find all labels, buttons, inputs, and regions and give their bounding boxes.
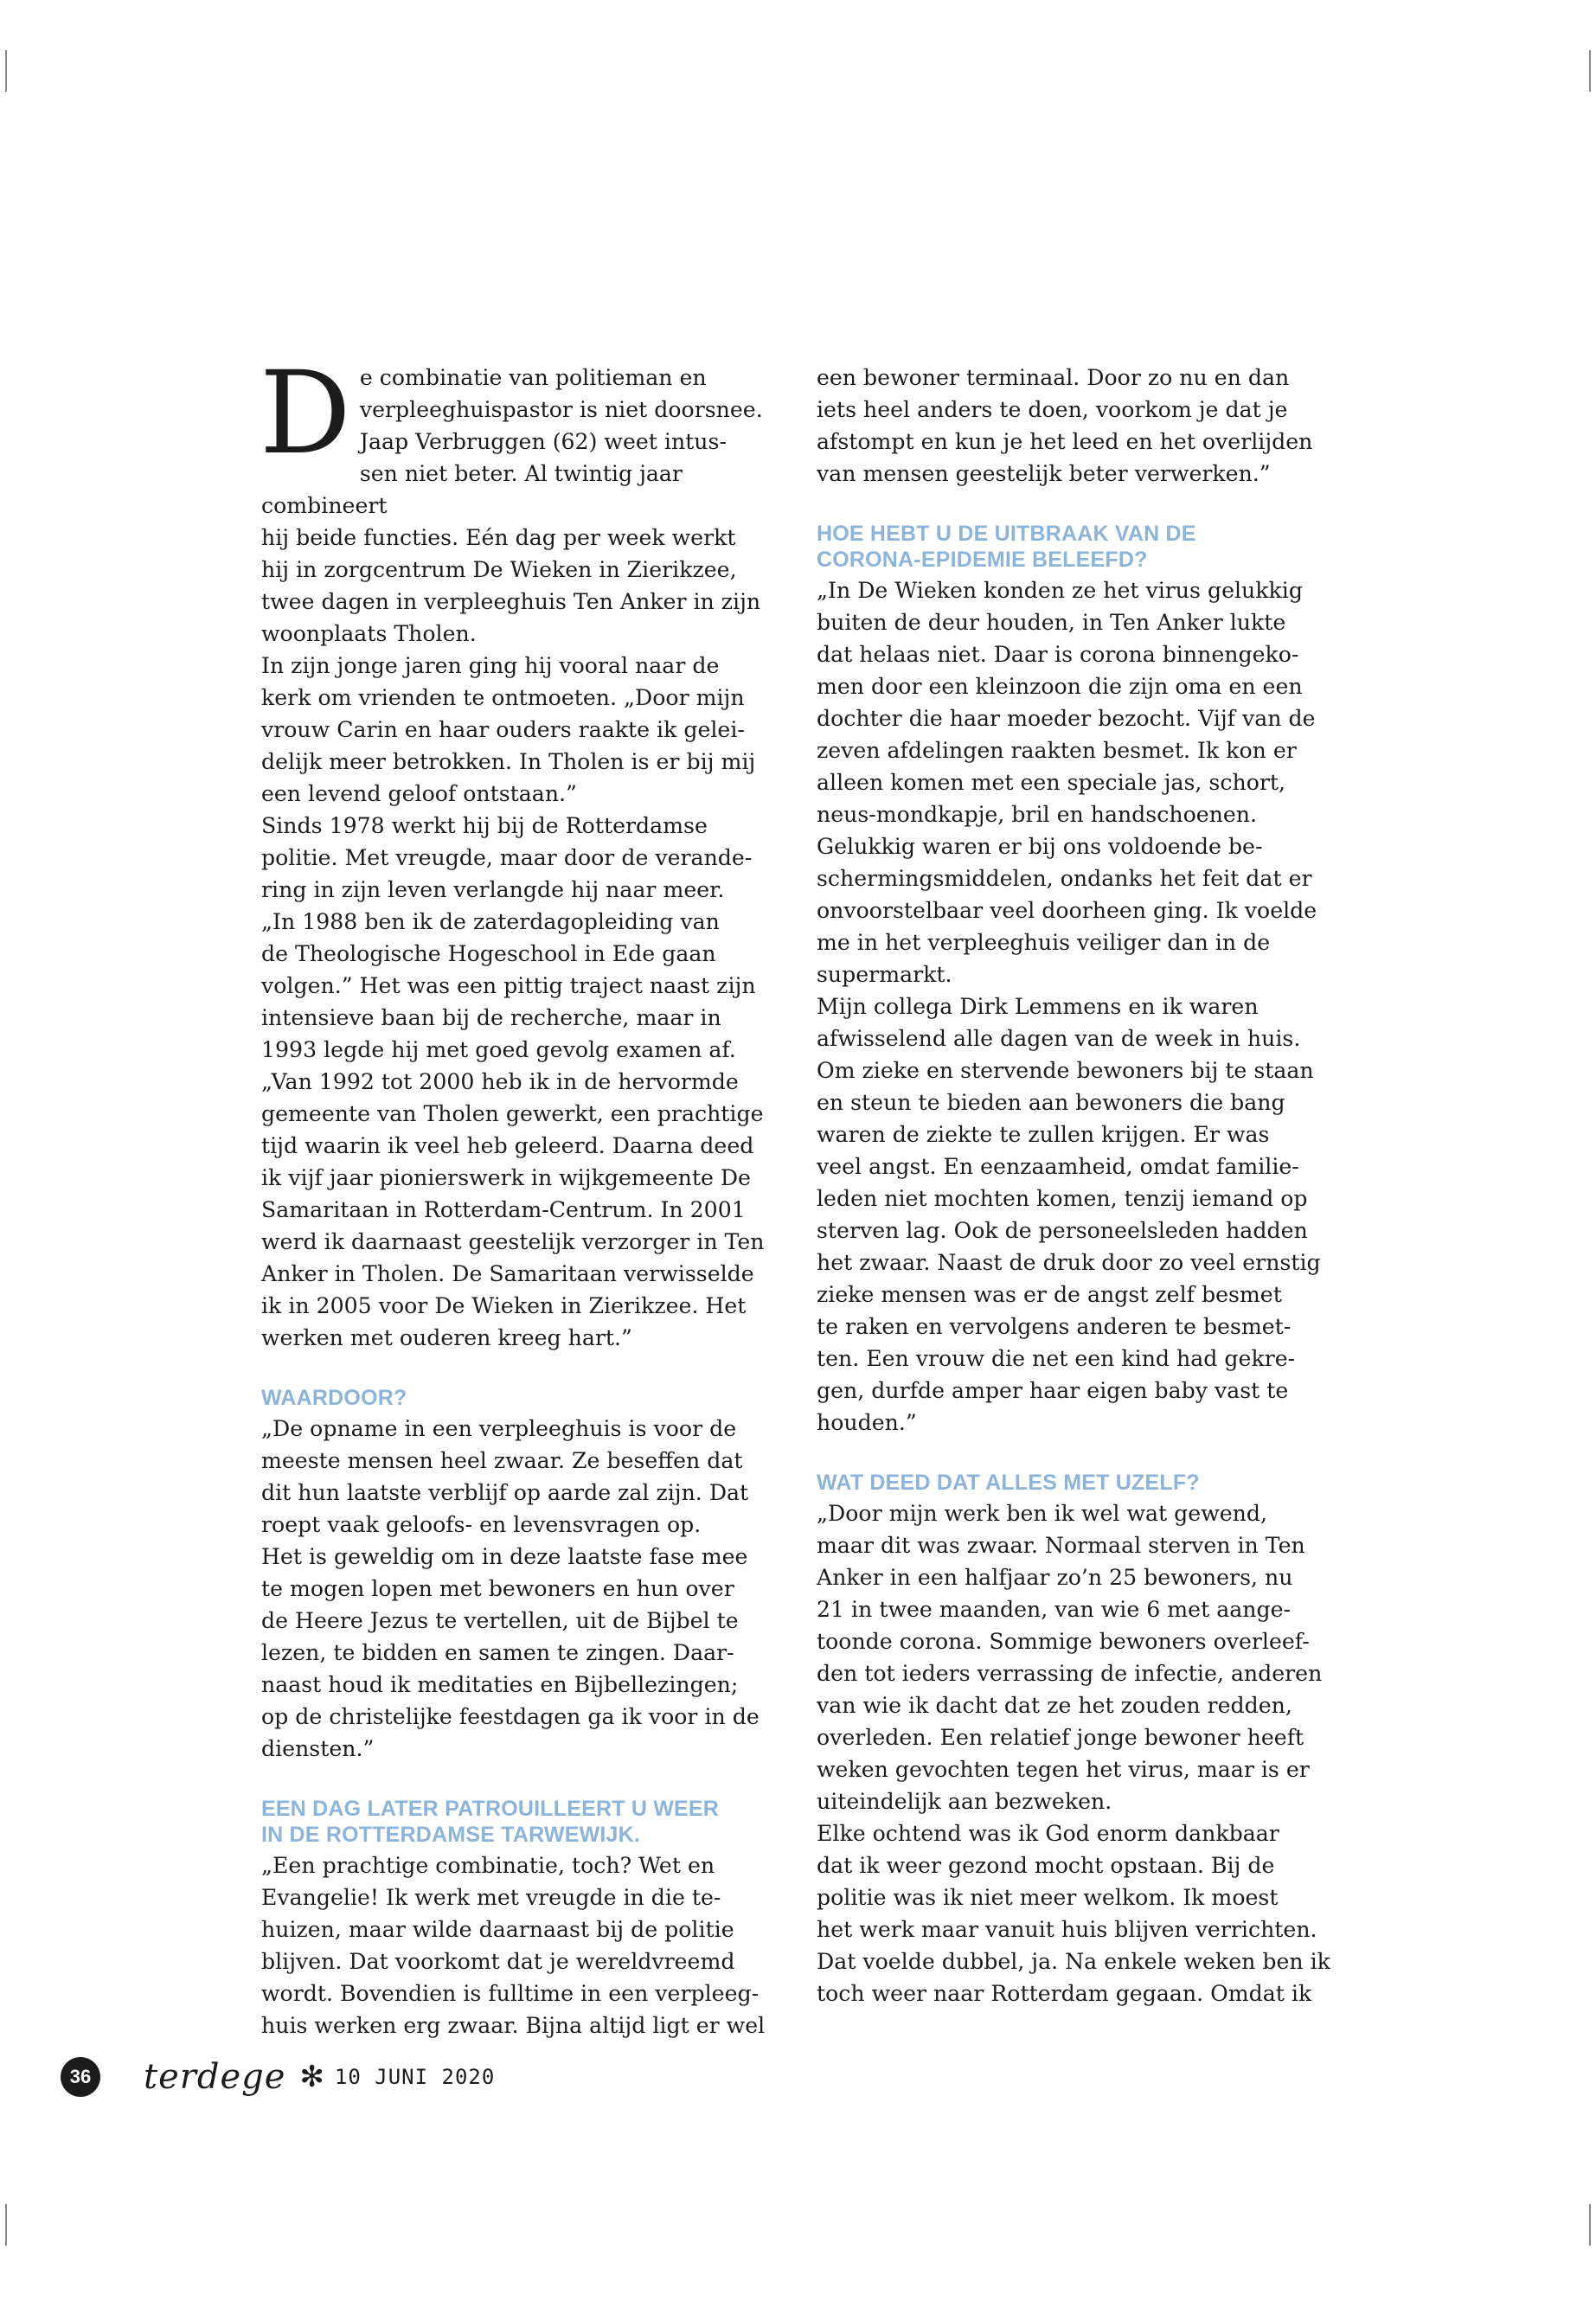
text-line: politie. Met vreugde, maar door de verande- [261,845,753,870]
text-line: weken gevochten tegen het virus, maar is er [817,1757,1310,1782]
text-line: „De opname in een verpleeghuis is voor de [261,1416,737,1441]
text-line: vrouw Carin en haar ouders raakte ik gelei- [261,717,745,742]
question-heading: WAT DEED DAT ALLES MET UZELF? [817,1471,1200,1495]
text-line: dochter die haar moeder bezocht. Vijf van de [817,706,1316,731]
text-line: „In De Wieken konden ze het virus gelukkig [817,578,1303,603]
question-heading: CORONA-EPIDEMIE BELEEFD? [817,548,1148,572]
text-line: maar dit was zwaar. Normaal sterven in Ten [817,1533,1305,1558]
text-line: Samaritaan in Rotterdam-Centrum. In 2001 [261,1197,746,1222]
text-line: iets heel anders te doen, voorkom je dat je [817,397,1288,422]
asterisk-icon: ✻ [299,2060,324,2094]
text-line: buiten de deur houden, in Ten Anker lukte [817,610,1286,635]
text-line: me in het verpleeghuis veiliger dan in de [817,930,1271,955]
text-line: sterven lag. Ook de personeelsleden hadden [817,1218,1308,1243]
text-line: politie was ik niet meer welkom. Ik moest [817,1885,1279,1910]
text-line: en steun te bieden aan bewoners die bang [817,1090,1285,1115]
text-line: het zwaar. Naast de druk door zo veel ernstig [817,1250,1321,1275]
text-line: werd ik daarnaast geestelijk verzorger in Ten [261,1229,765,1254]
text-line: waren de ziekte te zullen krijgen. Er was [817,1122,1270,1147]
text-line: afwisselend alle dagen van de week in huis. [817,1026,1301,1051]
text-line: „In 1988 ben ik de zaterdagopleiding van [261,909,720,934]
text-line: dat ik weer gezond mocht opstaan. Bij de [817,1853,1275,1878]
text-line: de Heere Jezus te vertellen, uit de Bijbel te [261,1608,739,1633]
text-line: Evangelie! Ik werk met vreugde in die te- [261,1885,721,1910]
page-footer [61,2055,495,2099]
text-line: toch weer naar Rotterdam gegaan. Omdat ik [817,1981,1312,2006]
text-line: woonplaats Tholen. [261,621,477,646]
text-line: tijd waarin ik veel heb geleerd. Daarna deed [261,1133,754,1158]
text-line: een bewoner terminaal. Door zo nu en dan [817,365,1290,390]
text-line: ten. Een vrouw die net een kind had gekre- [817,1346,1296,1371]
text-line: Gelukkig waren er bij ons voldoende be- [817,834,1263,859]
text-line: supermarkt. [817,962,952,987]
text-line: roept vaak geloofs- en levensvragen op. [261,1512,702,1537]
text-line: 21 in twee maanden, van wie 6 met aange- [817,1597,1291,1622]
magazine-logo: terdege [144,2057,286,2097]
text-line: meeste mensen heel zwaar. Ze beseffen dat [261,1448,743,1473]
text-line: te raken en vervolgens anderen te besmet- [817,1314,1292,1339]
text-line: men door een kleinzoon die zijn oma en een [817,674,1303,699]
text-line: naast houd ik meditaties en Bijbellezingen; [261,1672,739,1697]
crop-mark-top-right [1589,50,1591,92]
text-line: den tot ieders verrassing de infectie, anderen [817,1661,1323,1686]
text-line: Anker in Tholen. De Samaritaan verwisselde [261,1261,754,1286]
text-line: hij beide functies. Eén dag per week werkt [261,525,736,550]
text-line: In zijn jonge jaren ging hij vooral naar de [261,653,720,678]
text-line: ring in zijn leven verlangde hij naar meer. [261,877,725,902]
text-line: van mensen geestelijk beter verwerken.” [817,461,1271,486]
text-line: alleen komen met een speciale jas, schort, [817,770,1286,795]
text-line: huis werken erg zwaar. Bijna altijd ligt er wel [261,2013,766,2038]
intro-paragraph [260,347,780,1354]
text-line: e combinatie van politieman en [359,365,707,390]
text-line: Om zieke en stervende bewoners bij te staan [817,1058,1314,1083]
text-line: leden niet mochten komen, tenzij iemand op [817,1186,1308,1211]
text-line: neus-mondkapje, bril en handschoenen. [817,802,1257,827]
continued-paragraph [817,362,1336,490]
text-line: Dat voelde dubbel, ja. Na enkele weken ben ik [817,1949,1330,1974]
text-line: toonde corona. Sommige bewoners overleef- [817,1629,1310,1654]
text-line: uiteindelijk aan bezweken. [817,1789,1112,1814]
text-line: 1993 legde hij met goed gevolg examen af. [261,1037,736,1062]
text-line: „Door mijn werk ben ik wel wat gewend, [817,1501,1268,1526]
crop-mark-bottom-left [5,2204,7,2246]
answer-paragraph [261,1413,780,1765]
drop-cap: D [260,347,351,480]
question-heading: WAARDOOR? [261,1386,407,1410]
text-line: zeven afdelingen raakten besmet. Ik kon er [817,738,1297,763]
text-line: Jaap Verbruggen (62) weet intus- [359,429,727,454]
text-line: op de christelijke feestdagen ga ik voor in de [261,1704,760,1729]
text-line: dit hun laatste verblijf op aarde zal zijn. Dat [261,1480,749,1505]
text-line: het werk maar vanuit huis blijven verrichten. [817,1917,1317,1942]
text-line: delijk meer betrokken. In Tholen is er bij mij [261,749,756,774]
page-number: 36 [61,2057,100,2097]
question-heading: HOE HEBT U DE UITBRAAK VAN DE [817,522,1196,546]
text-line: volgen.” Het was een pittig traject naast zijn [261,973,756,998]
text-line: werken met ouderen kreeg hart.” [261,1325,632,1350]
text-line: overleden. Een relatief jonge bewoner heeft [817,1725,1304,1750]
answer-paragraph [261,1849,780,2041]
text-line: blijven. Dat voorkomt dat je wereldvreemd [261,1949,735,1974]
text-line: Het is geweldig om in deze laatste fase mee [261,1544,748,1569]
text-line: gen, durfde amper haar eigen baby vast te [817,1378,1289,1403]
text-line: twee dagen in verpleeghuis Ten Anker in zijn [261,589,761,614]
left-column [260,347,780,2041]
text-line: verpleeghuispastor is niet doorsnee. [359,397,763,422]
text-line: te mogen lopen met bewoners en hun over [261,1576,734,1601]
text-line: dat helaas niet. Daar is corona binnengeko- [817,642,1299,667]
text-line: wordt. Bovendien is fulltime in een verpleeg- [261,1981,760,2006]
text-line: Elke ochtend was ik God enorm dankbaar [817,1821,1279,1846]
text-line: ik in 2005 voor De Wieken in Zierikzee. Het [261,1293,747,1318]
text-line: Mijn collega Dirk Lemmens en ik waren [817,994,1259,1019]
text-line: Anker in een halfjaar zo’n 25 bewoners, nu [817,1565,1293,1590]
text-line: een levend geloof ontstaan.” [261,781,577,806]
text-line: veel angst. En eenzaamheid, omdat familie- [817,1154,1299,1179]
text-line: lezen, te bidden en samen te zingen. Daar- [261,1640,734,1665]
text-line: houden.” [817,1410,917,1435]
text-line: onvoorstelbaar veel doorheen ging. Ik voelde [817,898,1317,923]
text-line: ik vijf jaar pionierswerk in wijkgemeente De [261,1165,751,1190]
text-line: „Een prachtige combinatie, toch? Wet en [261,1853,715,1878]
text-line: kerk om vrienden te ontmoeten. „Door mijn [261,685,745,710]
text-line: van wie ik dacht dat ze het zouden redden, [817,1693,1292,1718]
text-line: gemeente van Tholen gewerkt, een prachtige [261,1101,764,1126]
crop-mark-top-left [5,50,7,92]
text-line: „Van 1992 tot 2000 heb ik in de hervormde [261,1069,739,1094]
text-line: Sinds 1978 werkt hij bij de Rotterdamse [261,813,708,838]
question-heading: IN DE ROTTERDAMSE TARWEWIJK. [261,1823,641,1847]
text-line: sen niet beter. Al twintig jaar combineert [261,461,683,518]
text-line: de Theologische Hogeschool in Ede gaan [261,941,716,966]
answer-paragraph [817,1497,1336,2009]
answer-paragraph [817,574,1336,1439]
question-heading: EEN DAG LATER PATROUILLEERT U WEER [261,1797,720,1821]
text-line: hij in zorgcentrum De Wieken in Zierikzee, [261,557,737,582]
issue-date: 10 JUNI 2020 [334,2065,496,2089]
text-line: huizen, maar wilde daarnaast bij de politie [261,1917,734,1942]
text-line: afstompt en kun je het leed en het overlijden [817,429,1313,454]
text-line: intensieve baan bij de recherche, maar in [261,1005,721,1030]
text-line: zieke mensen was er de angst zelf besmet [817,1282,1282,1307]
right-column [817,362,1336,2009]
text-line: schermingsmiddelen, ondanks het feit dat er [817,866,1312,891]
text-line: diensten.” [261,1736,375,1761]
crop-mark-bottom-right [1589,2204,1591,2246]
